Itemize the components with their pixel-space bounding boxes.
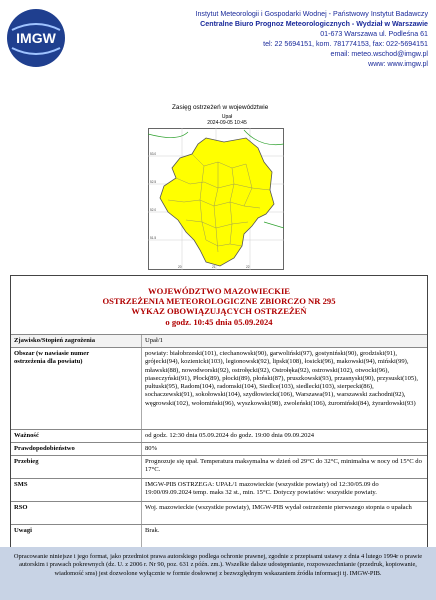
- warning-datetime: o godz. 10:45 dnia 05.09.2024: [165, 316, 273, 327]
- row-value: 80%: [145, 445, 158, 452]
- imgw-logo: [6, 8, 66, 68]
- copyright-footer: [0, 547, 436, 600]
- institution-line-2: Centralne Biuro Prognoz Meteorologicznych - Wydział w Warszawie: [200, 20, 428, 28]
- map-phenomenon: Upał: [221, 114, 233, 120]
- table-row: [11, 455, 427, 479]
- svg-text:52.0: 52.0: [150, 208, 157, 212]
- page-header: [0, 0, 436, 78]
- logo-text: IMGW: [16, 30, 56, 46]
- table-row: [11, 478, 427, 502]
- svg-text:20: 20: [178, 265, 182, 269]
- row-label: RSO: [14, 504, 28, 511]
- map-timestamp: 2024-09-05 10:45: [207, 120, 247, 126]
- map-title: Zasięg ostrzeżeń w województwie: [172, 104, 269, 111]
- row-value: Prognozuje się upał. Temperatura maksymalna w dzień od 29°C do 32°C, minimalna w nocy od 15°C do 17°C.: [145, 458, 422, 474]
- map-subtitle: [172, 114, 282, 126]
- row-value: Woj. mazowieckie (wszystkie powiaty), IMGW-PIB wydał ostrzeżenie pierwszego stopnia o upałach: [145, 504, 412, 511]
- voivodeship-map: [148, 128, 284, 270]
- row-value: powiaty: białobrzeski(101), ciechanowski(90), garwoliński(97), gostyniński(90), grodziski(91), grójecki(94), kozienicki(103), legionowski(92), lipski(108), łosicki(96), makowski(94), miński(99), mławski(88), nowodworski(92), ostrołęcki(92), Ostrołęka(92), ostrowski(102), otwocki(96), piaseczyński(91), Płock(89), płocki(89), płoński(87), pruszkowski(93), przasnyski(90), przysuski(105), pułtuski(95), Radom(104), radomski(104), Siedlce(103), siedlecki(103), sierpecki(86), sochaczewski(91), sokołowski(104), szydłowiecki(106), Warszawa(91), warszawski zachodni(92), węgrowski(102), wołomiński(96), wyszkowski(98), zwoleński(106), żuromiński(84), żyrardowski(93): [145, 350, 419, 407]
- row-value: IMGW-PIB OSTRZEGA: UPAŁ/1 mazowieckie (wszystkie powiaty) od 12:30/05.09 do 19:00/09.09.2024 temp. maks 32 st., min. 15°C. Dotyczy powiatów: wszystkie powiaty.: [145, 481, 379, 497]
- warning-box: [10, 275, 428, 549]
- institution-line-1: Instytut Meteorologii i Gospodarki Wodnej - Państwowy Instytut Badawczy: [195, 10, 428, 18]
- row-value: Brak.: [145, 527, 160, 534]
- svg-text:22: 22: [246, 265, 250, 269]
- row-value: od godz. 12:30 dnia 05.09.2024 do godz. 19:00 dnia 09.09.2024: [145, 432, 315, 439]
- institution-info: [58, 9, 428, 69]
- table-row: [11, 501, 427, 525]
- email-line: email: meteo.wschod@imgw.pl: [330, 50, 428, 58]
- table-row: [11, 347, 427, 430]
- phone-line: tel: 22 5694151, kom. 781774153, fax: 022-5694151: [263, 40, 428, 48]
- svg-text:51.5: 51.5: [150, 236, 157, 240]
- row-label: Prawdopodobieństwo: [14, 445, 75, 452]
- table-row: [11, 334, 427, 348]
- table-row: [11, 429, 427, 443]
- row-label: Przebieg: [14, 458, 39, 465]
- svg-text:21: 21: [212, 265, 216, 269]
- warning-list-title: WYKAZ OBOWIĄZUJĄCYCH OSTRZEŻEŃ: [131, 306, 307, 317]
- table-row: [11, 524, 427, 548]
- warning-number: OSTRZEŻENIA METEOROLOGICZNE ZBIORCZO NR 295: [102, 296, 336, 307]
- voivodeship-name: WOJEWÓDZTWO MAZOWIECKIE: [147, 286, 291, 296]
- row-label: Zjawisko/Stopień zagrożenia: [14, 337, 96, 344]
- website-line: www: www.imgw.pl: [368, 60, 428, 68]
- svg-text:52.5: 52.5: [150, 180, 157, 184]
- warning-title: [11, 286, 427, 327]
- row-label: SMS: [14, 481, 28, 488]
- svg-text:53.0: 53.0: [150, 152, 157, 156]
- address-line: 01-673 Warszawa ul. Podleśna 61: [320, 30, 428, 38]
- row-label: Uwagi: [14, 527, 32, 534]
- copyright-text: Opracowanie niniejsze i jego format, jako przedmiot prawa autorskiego podlega ochronie prawnej, zgodnie z przepisami ustawy z dnia 4 lutego 1994r o prawie autorskim i prawach pokrewnych (dz. U. z 2006 r. Nr 90, poz. 631 z późn. zm.). Wszelkie dalsze udostępnianie, rozpowszechnianie (przedruk, kopiowanie, wiadomość sms) jest dozwolone wyłącznie w formie dosłownej z bezwzględnym wskazaniem źródła informacji tj. IMGW-PIB.: [13, 553, 423, 577]
- row-value: Upał/1: [145, 337, 163, 344]
- row-label: Ważność: [14, 432, 39, 439]
- table-row: [11, 442, 427, 456]
- row-label: Obszar (w nawiasie numer ostrzeżenia dla powiatu): [14, 350, 90, 365]
